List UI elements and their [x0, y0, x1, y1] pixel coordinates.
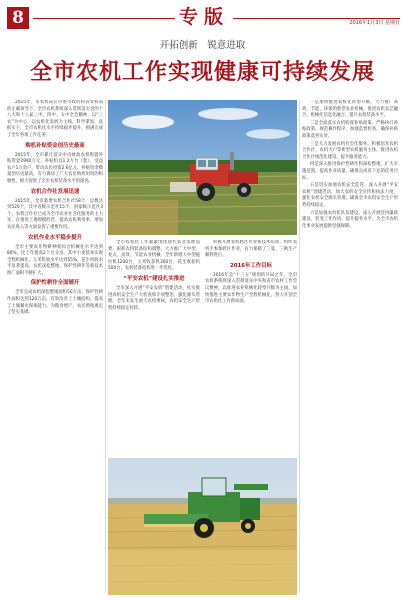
masthead — [7, 5, 400, 31]
column-divider — [299, 100, 300, 593]
article-paragraph: 一是加快推进农机化转型升级。大力推广高效、节能、环保的新型农业机械，推进农机农艺融合、机械化信息化融合，提升农机装备水平。 — [302, 100, 398, 119]
headline-kicker: 开拓创新 锐意进取 — [159, 40, 246, 51]
article-paragraph: 全市农机化工作紧紧围绕现代农业发展需要，狠抓农机装备结构调整，大力推广大中型、复式、高效、节能农业机械，全年新增大中型拖拉机1200台、玉米收获机300台、花生收获机500台，农机装备结构进一步优化。 — [108, 240, 200, 272]
article-paragraph: 全市完成农机深松整地面积50万亩，保护性耕作面积达到120万亩，有效改善了土壤结构，提高了土壤蓄水保墒能力，为粮食增产、农民增收奠定了坚实基础。 — [7, 290, 103, 316]
article-paragraph: 2016年是“十三五”规划的开局之年，全市农机系统将深入贯彻落实中央和省市农村工作会议精神，以推进农业机械化转型升级为主线，加快推进主要农作物生产全程机械化，努力开创全市农机化工作新局面。 — [205, 272, 297, 305]
article-column-3 — [205, 240, 297, 454]
section-subheading: 农机作业水平稳步提升 — [28, 234, 82, 241]
article-paragraph: 全市深入开展“平安农机”创建活动，扎实推进农机安全生产大检查和专项整治，强化源头管理，全年未发生重大农机事故，农机安全生产形势持续稳定好转。 — [108, 285, 200, 311]
section-subheading: 农机合作社发展迅速 — [30, 188, 80, 195]
article-paragraph: 积极开展农机跨区作业和技术培训，组织农机手参加跨区作业，有力保障了三夏、三秋生产顺利进行。 — [205, 240, 297, 259]
corn-harvester-photo — [108, 100, 297, 235]
wheat-combine-photo — [108, 458, 297, 595]
article-paragraph: 三是大力发展农机社会化服务。积极培育农机合作社、农机大户等新型农机服务主体，推进农机合作社规范化建设，提升服务能力。 — [302, 141, 398, 160]
section-subheading: “平安农机”建设扎实推进 — [123, 275, 185, 282]
article-paragraph: 2015年，全市新增农机合作社58个，总数达到520个，其中省级示范社15个，国家级示范社3个。农机合作社已成为全市农业社会化服务的主力军，在推进土地规模经营、提高农机利用率、增加农民收入等方面发挥了重要作用。 — [7, 198, 103, 230]
article-paragraph: 2015年，全市累计落实中央财政农机购置补贴资金2990万元，补贴机具1.2万台（套），受益农户1万余户，带动农民投资2.6亿元。补贴资金数量创历史最高，有力调动了广大农民购机用机的积极性，极大促进了全市农机装备水平的提高。 — [7, 152, 103, 184]
article-column-1 — [7, 100, 103, 593]
section-subheading: 购机补贴资金创历史最高 — [25, 142, 85, 149]
section-subheading: 2016年工作目标 — [230, 262, 272, 269]
article-column-2 — [108, 240, 200, 454]
article-paragraph: 全市主要农作物耕种收综合机械化水平达到80%，比上年提高2个百分点。其中小麦基本实现全程机械化，玉米机收水平达到55%，花生机收水平显著提高，农机深松整地、保护性耕作等新技术推广面积不断扩大。 — [7, 244, 103, 276]
article-paragraph: 六是加强农机化队伍建设。深入开展党风廉政建设，转变工作作风，提升服务水平，为全市农机化事业发展提供坚强保障。 — [302, 210, 398, 229]
article-paragraph: 2015年，市农机局在市委市政府和省农机局的正确领导下，全市农机系统深入贯彻落实党的十八大和十八届三中、四中、五中全会精神，以“三农”为中心，以农机化发展为主线，科学谋划，真抓实干，全市农机化水平持续稳步提升，圆满完成了全年各项工作任务。 — [7, 100, 103, 138]
article-paragraph: 五是切实加强农机安全监管。深入开展“平安农机”创建活动，加大农机安全宣传和执法力度，强化农机安全源头管理，确保全市农机安全生产形势持续稳定。 — [302, 183, 398, 208]
page-number: 8 — [7, 7, 29, 29]
article-column-4 — [302, 100, 398, 593]
column-divider — [105, 100, 106, 593]
article-paragraph: 二是全面落实农机购置补贴政策。严格执行补贴政策，规范操作程序，加强监督检查，确保补贴政策落到实处。 — [302, 120, 398, 139]
page-headline: 全市农机工作实现健康可持续发展 — [29, 59, 375, 85]
section-title: 专版 — [175, 5, 233, 29]
issue-date: 2016年1月3日 星期日 — [346, 20, 400, 27]
article-paragraph: 四是深入推进保护性耕作和深松整地。扩大实施范围，提高作业质量，确保完成省下达的任务目标。 — [302, 162, 398, 181]
section-subheading: 保护性耕作全面铺开 — [30, 280, 80, 287]
